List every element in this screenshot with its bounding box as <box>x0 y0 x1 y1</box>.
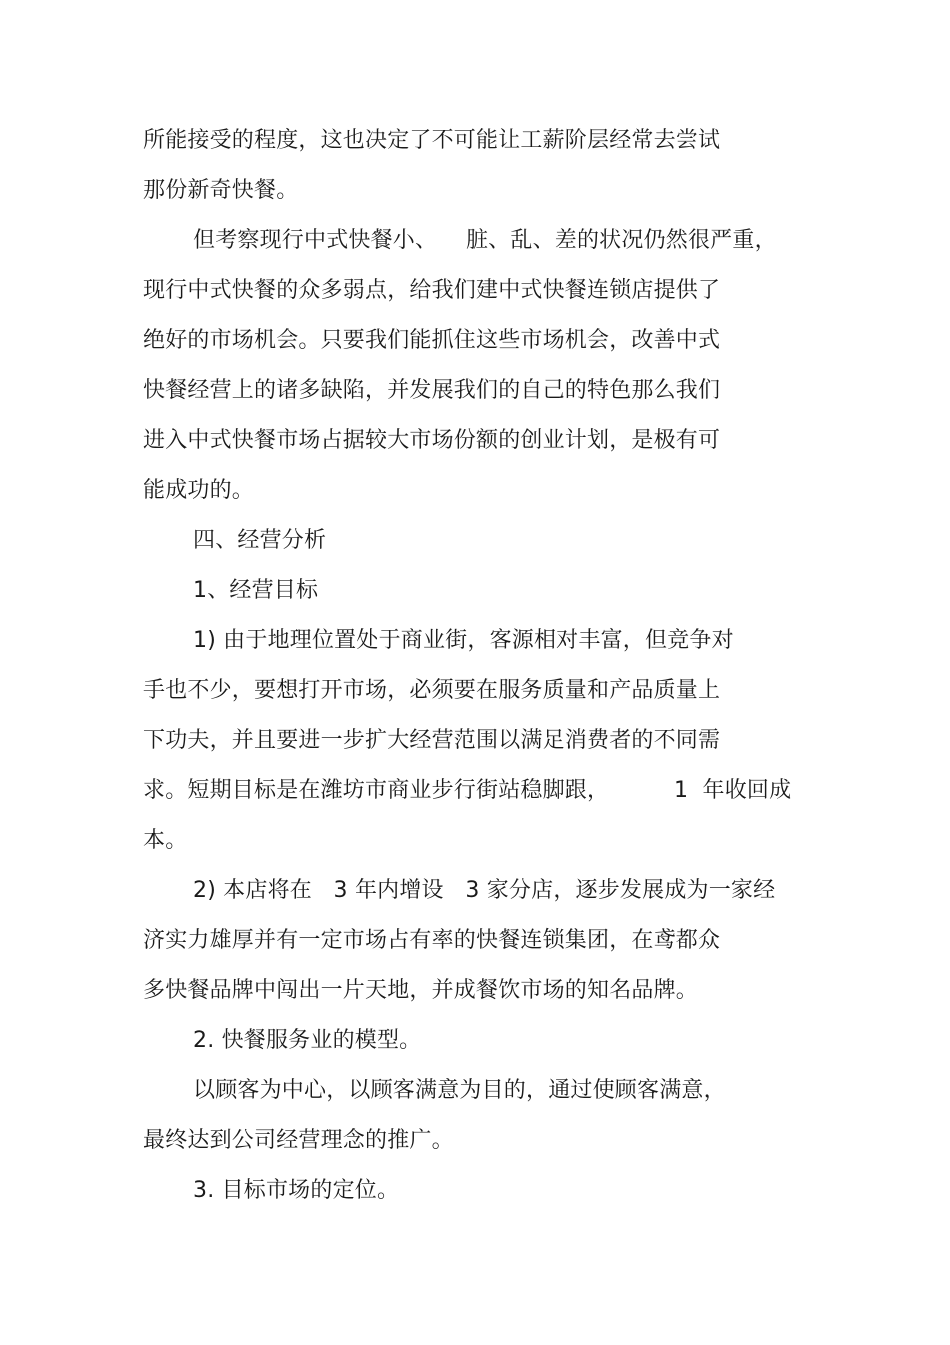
text-line: 求。短期目标是在潍坊市商业步行街站稳脚跟， 1 年收回成 <box>143 778 792 803</box>
text-line: 最终达到公司经营理念的推广。 <box>143 1128 454 1153</box>
text-line: 但考察现行中式快餐小、 脏、乱、差的状况仍然很严重， <box>193 228 777 253</box>
text-line: 绝好的市场机会。只要我们能抓住这些市场机会，改善中式 <box>143 328 721 353</box>
text-line: 那份新奇快餐。 <box>143 178 299 203</box>
text-line: 以顾客为中心，以顾客满意为目的，通过使顾客满意， <box>193 1078 726 1103</box>
text-line: 所能接受的程度，这也决定了不可能让工薪阶层经常去尝试 <box>143 128 721 153</box>
text-line: 济实力雄厚并有一定市场占有率的快餐连锁集团，在鸢都众 <box>143 928 721 953</box>
text-line: 能成功的。 <box>143 478 255 503</box>
subsection-heading: 1、经营目标 <box>193 578 319 603</box>
text-line: 进入中式快餐市场占据较大市场份额的创业计划，是极有可 <box>143 428 721 453</box>
text-line: 多快餐品牌中闯出一片天地，并成餐饮市场的知名品牌。 <box>143 978 699 1003</box>
text-line: 下功夫，并且要进一步扩大经营范围以满足消费者的不同需 <box>143 728 721 753</box>
section-heading: 四、经营分析 <box>193 528 327 553</box>
text-line: 快餐经营上的诸多缺陷，并发展我们的自己的特色那么我们 <box>143 378 721 403</box>
subsection-heading: 3. 目标市场的定位。 <box>193 1178 400 1203</box>
text-line: 本。 <box>143 828 188 853</box>
text-line: 1) 由于地理位置处于商业街，客源相对丰富，但竞争对 <box>193 628 734 653</box>
subsection-heading: 2. 快餐服务业的模型。 <box>193 1028 422 1053</box>
text-line: 现行中式快餐的众多弱点，给我们建中式快餐连锁店提供了 <box>143 278 721 303</box>
text-line: 2) 本店将在 3 年内增设 3 家分店，逐步发展成为一家经 <box>193 878 776 903</box>
text-line: 手也不少，要想打开市场，必须要在服务质量和产品质量上 <box>143 678 721 703</box>
